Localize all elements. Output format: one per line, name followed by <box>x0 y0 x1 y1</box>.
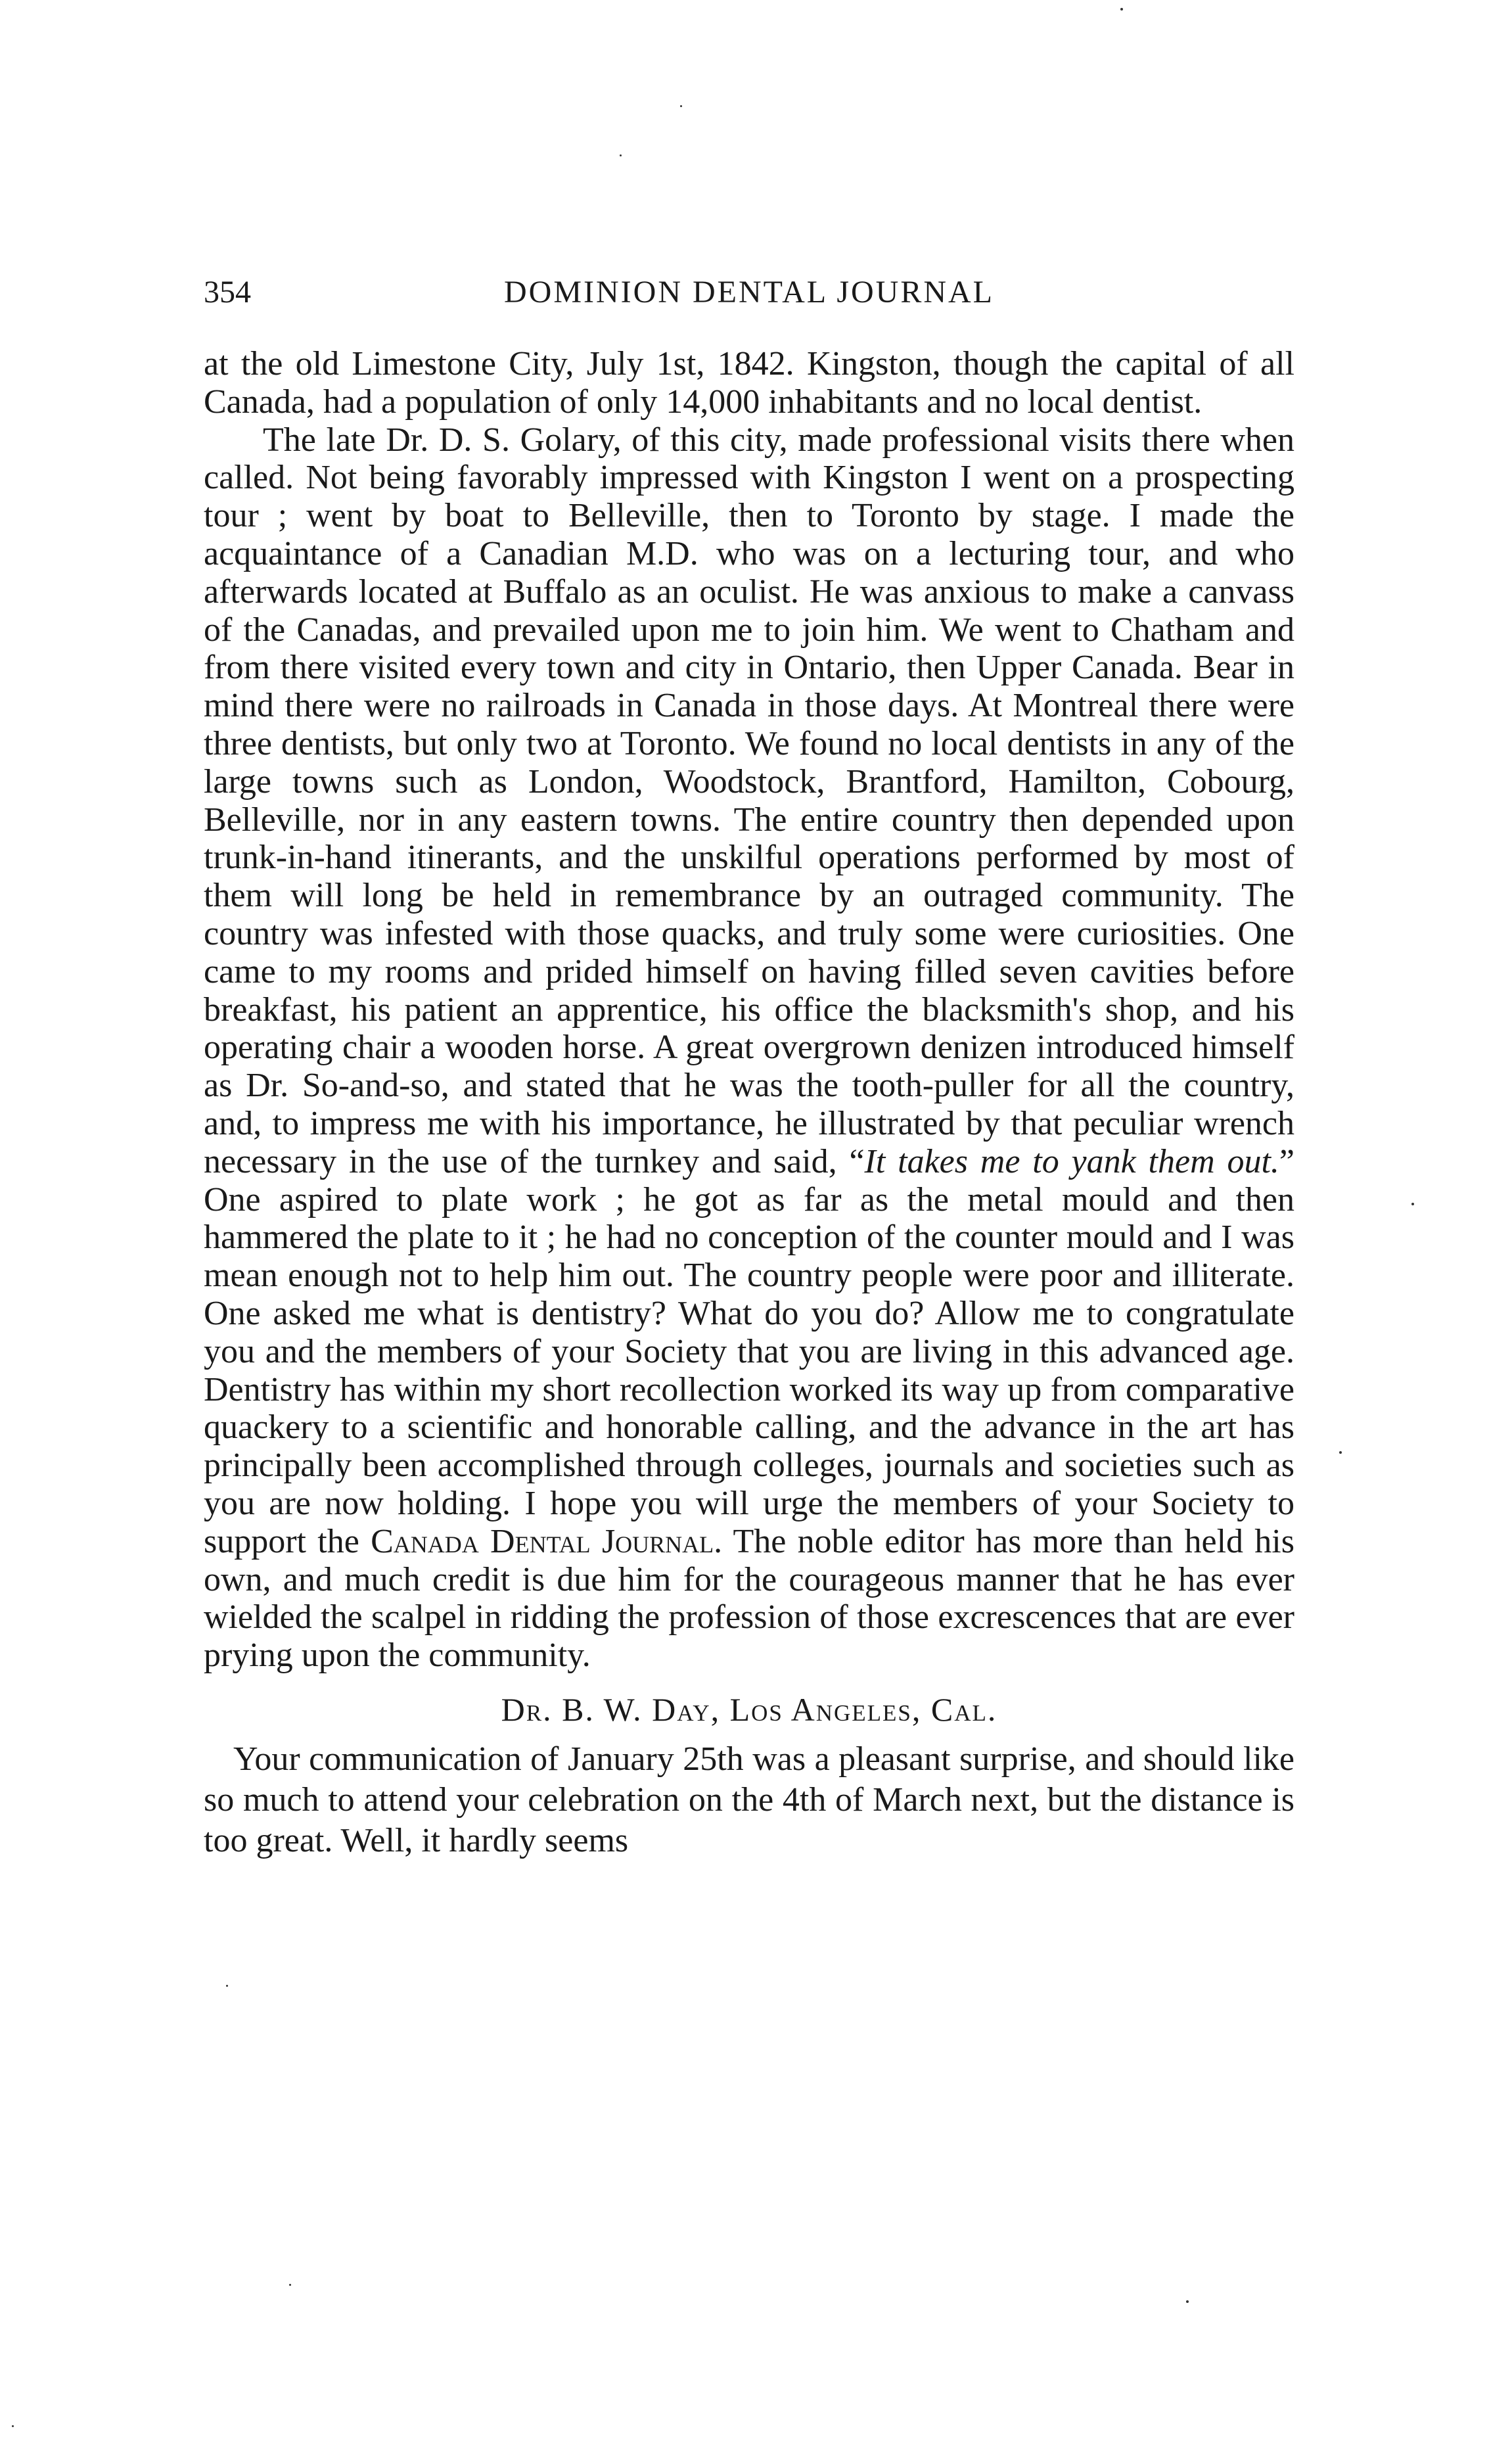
page-number: 354 <box>204 275 251 310</box>
paragraph-continued: at the old Limestone City, July 1st, 1842. Kingston, though the capital of all Canada, had a population of only 14,000 inhabitants and no local dentist. <box>204 345 1294 421</box>
paragraph-golary-text: The late Dr. D. S. Golary, of this city, made professional visits there when called. Not being favorably impressed with Kingston I went on a prospecting tour ; went by boat to Belleville, then to Toronto by stage. I made the acquaintance of a Canadian M.D. who was on a lecturing tour, and who afterwards located at Buffalo as an oculist. He was anxious to make a canvass of the Canadas, and prevailed upon me to join him. We went to Chatham and from there visited every town and city in Ontario, then Upper Canada. Bear in mind there were no railroads in Canada in those days. At Montreal there were three dentists, but only two at Toronto. We found no local dentists in any of the large towns such as London, Woodstock, Brantford, Hamilton, Cobourg, Belleville, nor in any eastern towns. The entire country then depended upon trunk-in-hand itinerants, and the unskilful operations performed by most of them will long be held in remembrance by an outraged community. The country was infested with those quacks, and truly some were curiosities. One came to my rooms and prided himself on having filled seven cavities before breakfast, his patient an apprentice, his office the blacksmith's shop, and his operating chair a wooden horse. A great overgrown denizen introduced himself as Dr. So-and-so, and stated that he was the tooth-puller for all the country, and, to impress me with his importance, he illustrated by that peculiar wrench necessary in the use of the turnkey and said, “ <box>204 421 1294 1180</box>
paragraph-golary <box>204 421 1294 1675</box>
scan-speck <box>1186 2300 1189 2303</box>
scan-speck <box>226 1985 228 1987</box>
journal-name: Canada Dental Journal <box>371 1522 714 1560</box>
section-heading: Dr. B. W. Day, Los Angeles, Cal. <box>501 1690 997 1728</box>
scan-speck <box>620 154 622 156</box>
scan-speck <box>680 105 682 107</box>
scan-speck <box>1411 1203 1414 1205</box>
journal-title: DOMINION DENTAL JOURNAL <box>504 275 994 310</box>
scan-speck <box>12 2425 14 2427</box>
scan-speck <box>1120 8 1123 11</box>
paragraph-golary-text-2: ” One aspired to plate work ; he got as far as the metal mould and then hammered the plate to it ; he had no conception of the counter mould and I was mean enough not to help him out. The country people were poor and illiterate. One asked me what is dentistry? What do you do? Allow me to congratulate you and the members of your Society that you are living in this advanced age. Dentistry has within my short recollection worked its way up from comparative quackery to a scientific and honorable calling, and the advance in the art has principally been accomplished through colleges, journals and societies such as you are now holding. I hope you will urge the members of your Society to support the <box>204 1142 1295 1560</box>
italic-quote: It takes me to yank them out. <box>864 1142 1279 1180</box>
scan-speck <box>1339 1451 1342 1454</box>
scan-speck <box>289 2284 291 2286</box>
paragraph-golary-text-3: . The noble editor has more than held his own, and much credit is due him for the courageous manner that he has ever wielded the scalpel in ridding the profession of those excrescences that are ever prying upon the community. <box>204 1522 1294 1675</box>
paragraph-day-letter: Your communication of January 25th was a pleasant surprise, and should like so much to attend your celebration on the 4th of March next, but the distance is too great. Well, it hardly seems <box>204 1740 1294 1859</box>
running-head <box>204 269 1294 315</box>
body-text <box>204 345 1294 1861</box>
